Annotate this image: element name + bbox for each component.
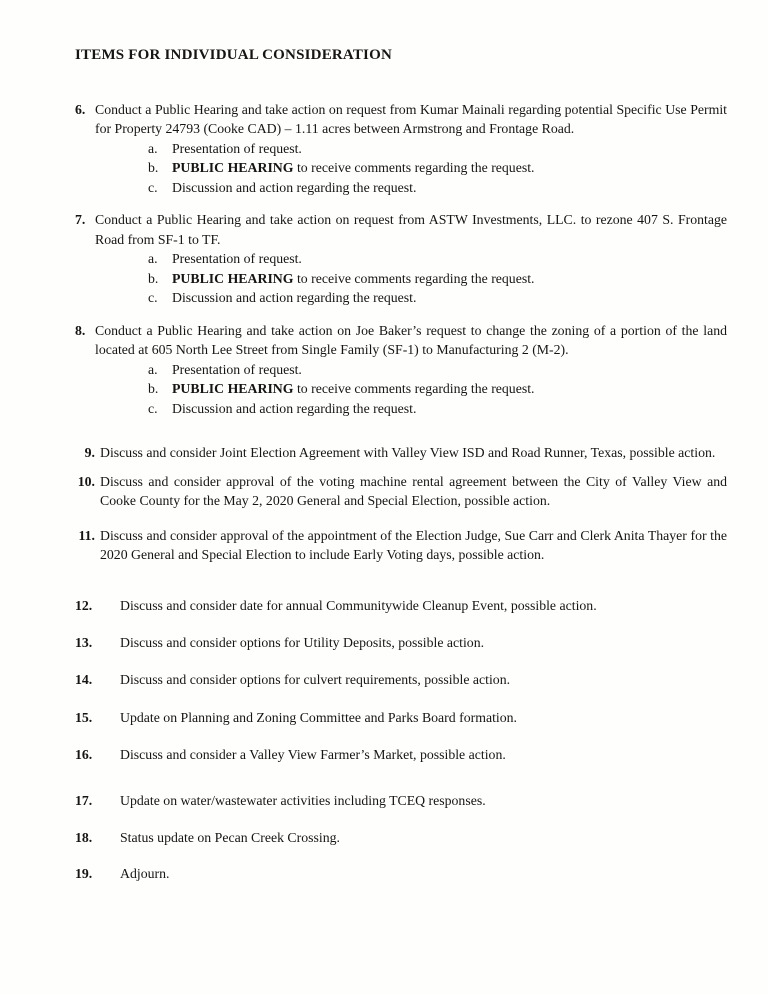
item-body [120,745,727,765]
agenda-item-18 [75,828,727,848]
item-paragraph: Status update on Pecan Creek Crossing. [120,829,340,845]
item-body [120,708,727,728]
item-body [120,670,727,690]
sub-item-text-rest: to receive comments regarding the request. [293,270,535,286]
sub-item-text [172,360,727,380]
sub-item-text-rest: Discussion and action regarding the request. [172,290,417,305]
sub-item-a [148,360,727,380]
sub-item-label: c. [148,179,158,195]
item-paragraph: Conduct a Public Hearing and take action on Joe Baker’s request to change the zoning of a portion of the land located at 605 North Lee Street from Single Family (SF-1) to Manufacturing 2 (M-2). [95,322,727,357]
page-title: ITEMS FOR INDIVIDUAL CONSIDERATION [75,47,392,63]
agenda-item-13 [75,633,727,653]
sub-item-label: c. [148,400,158,416]
sub-item-text-rest: to receive comments regarding the request. [293,160,535,175]
sub-item-label: b. [148,381,159,396]
sub-item-label: a. [148,361,158,377]
item-number: 13. [75,634,93,650]
item-number: 7. [75,212,86,227]
item-number: 19. [75,865,93,881]
item-body [95,321,727,419]
sub-item-list [148,139,727,198]
sub-item-label: b. [148,160,159,175]
sub-item-b [148,158,727,178]
agenda-item-15 [75,708,727,728]
item-paragraph: Discuss and consider options for culvert requirements, possible action. [120,671,511,687]
sub-item-list [148,360,727,419]
sub-item-a [148,249,727,269]
item-body [120,791,727,811]
item-body [120,596,727,616]
item-paragraph: Discuss and consider approval of the voting machine rental agreement between the City of Valley View and Cooke County for the May 2, 2020 General and Special Election, possible action. [100,473,727,508]
sub-item-a [148,139,727,159]
item-number: 17. [75,792,93,808]
item-number: 16. [75,746,93,762]
item-body [100,472,727,511]
agenda-item-8 [75,321,727,419]
agenda-item-16 [75,745,727,765]
item-paragraph: Conduct a Public Hearing and take action on request from ASTW Investments, LLC. to rezone 407 S. Frontage Road from SF-1 to TF. [95,212,727,247]
item-number: 14. [75,671,93,687]
agenda-item-7 [75,210,727,308]
item-paragraph: Discuss and consider Joint Election Agreement with Valley View ISD and Road Runner, Texas, possible action. [100,445,716,460]
item-paragraph: Conduct a Public Hearing and take action on request from Kumar Mainali regarding potential Specific Use Permit for Property 24793 (Cooke CAD) – 1.11 acres between Armstrong and Frontage Road. [95,101,727,136]
sub-item-text-rest: Discussion and action regarding the request. [172,179,417,195]
sub-item-c [148,178,727,198]
item-number: 10. [77,473,95,489]
item-body [120,828,727,848]
public-hearing-bold: PUBLIC HEARING [172,270,294,286]
sub-item-text-rest: Presentation of request. [172,361,302,377]
agenda-item-12 [75,596,727,616]
item-body [100,526,727,565]
item-number: 6. [75,101,86,117]
item-number: 15. [75,709,93,725]
sub-item-text [172,379,727,399]
sub-item-text [172,158,727,178]
item-body [95,100,727,198]
item-body [120,633,727,653]
public-hearing-bold: PUBLIC HEARING [172,160,294,175]
agenda-item-10 [75,472,727,511]
sub-item-label: b. [148,270,159,286]
sub-item-text [172,399,727,419]
agenda-item-17 [75,791,727,811]
sub-item-label: c. [148,290,158,305]
item-paragraph: Discuss and consider approval of the appointment of the Election Judge, Sue Carr and Clerk Anita Thayer for the 2020 General and Special Election to include Early Voting days, possible action. [100,527,727,562]
item-number: 8. [75,322,86,338]
sub-item-b [148,269,727,289]
agenda-item-11 [75,526,727,565]
sub-item-text [172,178,727,198]
sub-item-text [172,249,727,269]
item-number: 18. [75,829,93,845]
sub-item-text-rest: to receive comments regarding the request. [293,381,535,396]
item-paragraph: Discuss and consider date for annual Communitywide Cleanup Event, possible action. [120,597,597,613]
sub-item-label: a. [148,140,158,156]
sub-item-c [148,288,727,308]
item-body [120,864,727,884]
item-body [95,210,727,308]
agenda-item-6 [75,100,727,198]
sub-item-text [172,139,727,159]
public-hearing-bold: PUBLIC HEARING [172,381,294,396]
item-paragraph: Discuss and consider a Valley View Farmer’s Market, possible action. [120,746,506,762]
item-body [100,443,727,463]
item-paragraph: Adjourn. [120,865,170,881]
sub-item-text [172,288,727,308]
sub-item-c [148,399,727,419]
sub-item-text [172,269,727,289]
agenda-item-19 [75,864,727,884]
sub-item-list [148,249,727,308]
item-number: 12. [75,597,93,613]
item-paragraph: Update on Planning and Zoning Committee and Parks Board formation. [120,709,517,725]
sub-item-text-rest: Presentation of request. [172,140,302,156]
sub-item-text-rest: Presentation of request. [172,251,302,266]
item-number: 9. [84,445,95,460]
item-paragraph: Update on water/wastewater activities including TCEQ responses. [120,792,486,808]
agenda-item-14 [75,670,727,690]
sub-item-b [148,379,727,399]
sub-item-label: a. [148,251,158,266]
agenda-item-9 [75,443,727,463]
item-paragraph: Discuss and consider options for Utility Deposits, possible action. [120,634,485,650]
item-number: 11. [78,527,95,543]
sub-item-text-rest: Discussion and action regarding the request. [172,400,417,416]
